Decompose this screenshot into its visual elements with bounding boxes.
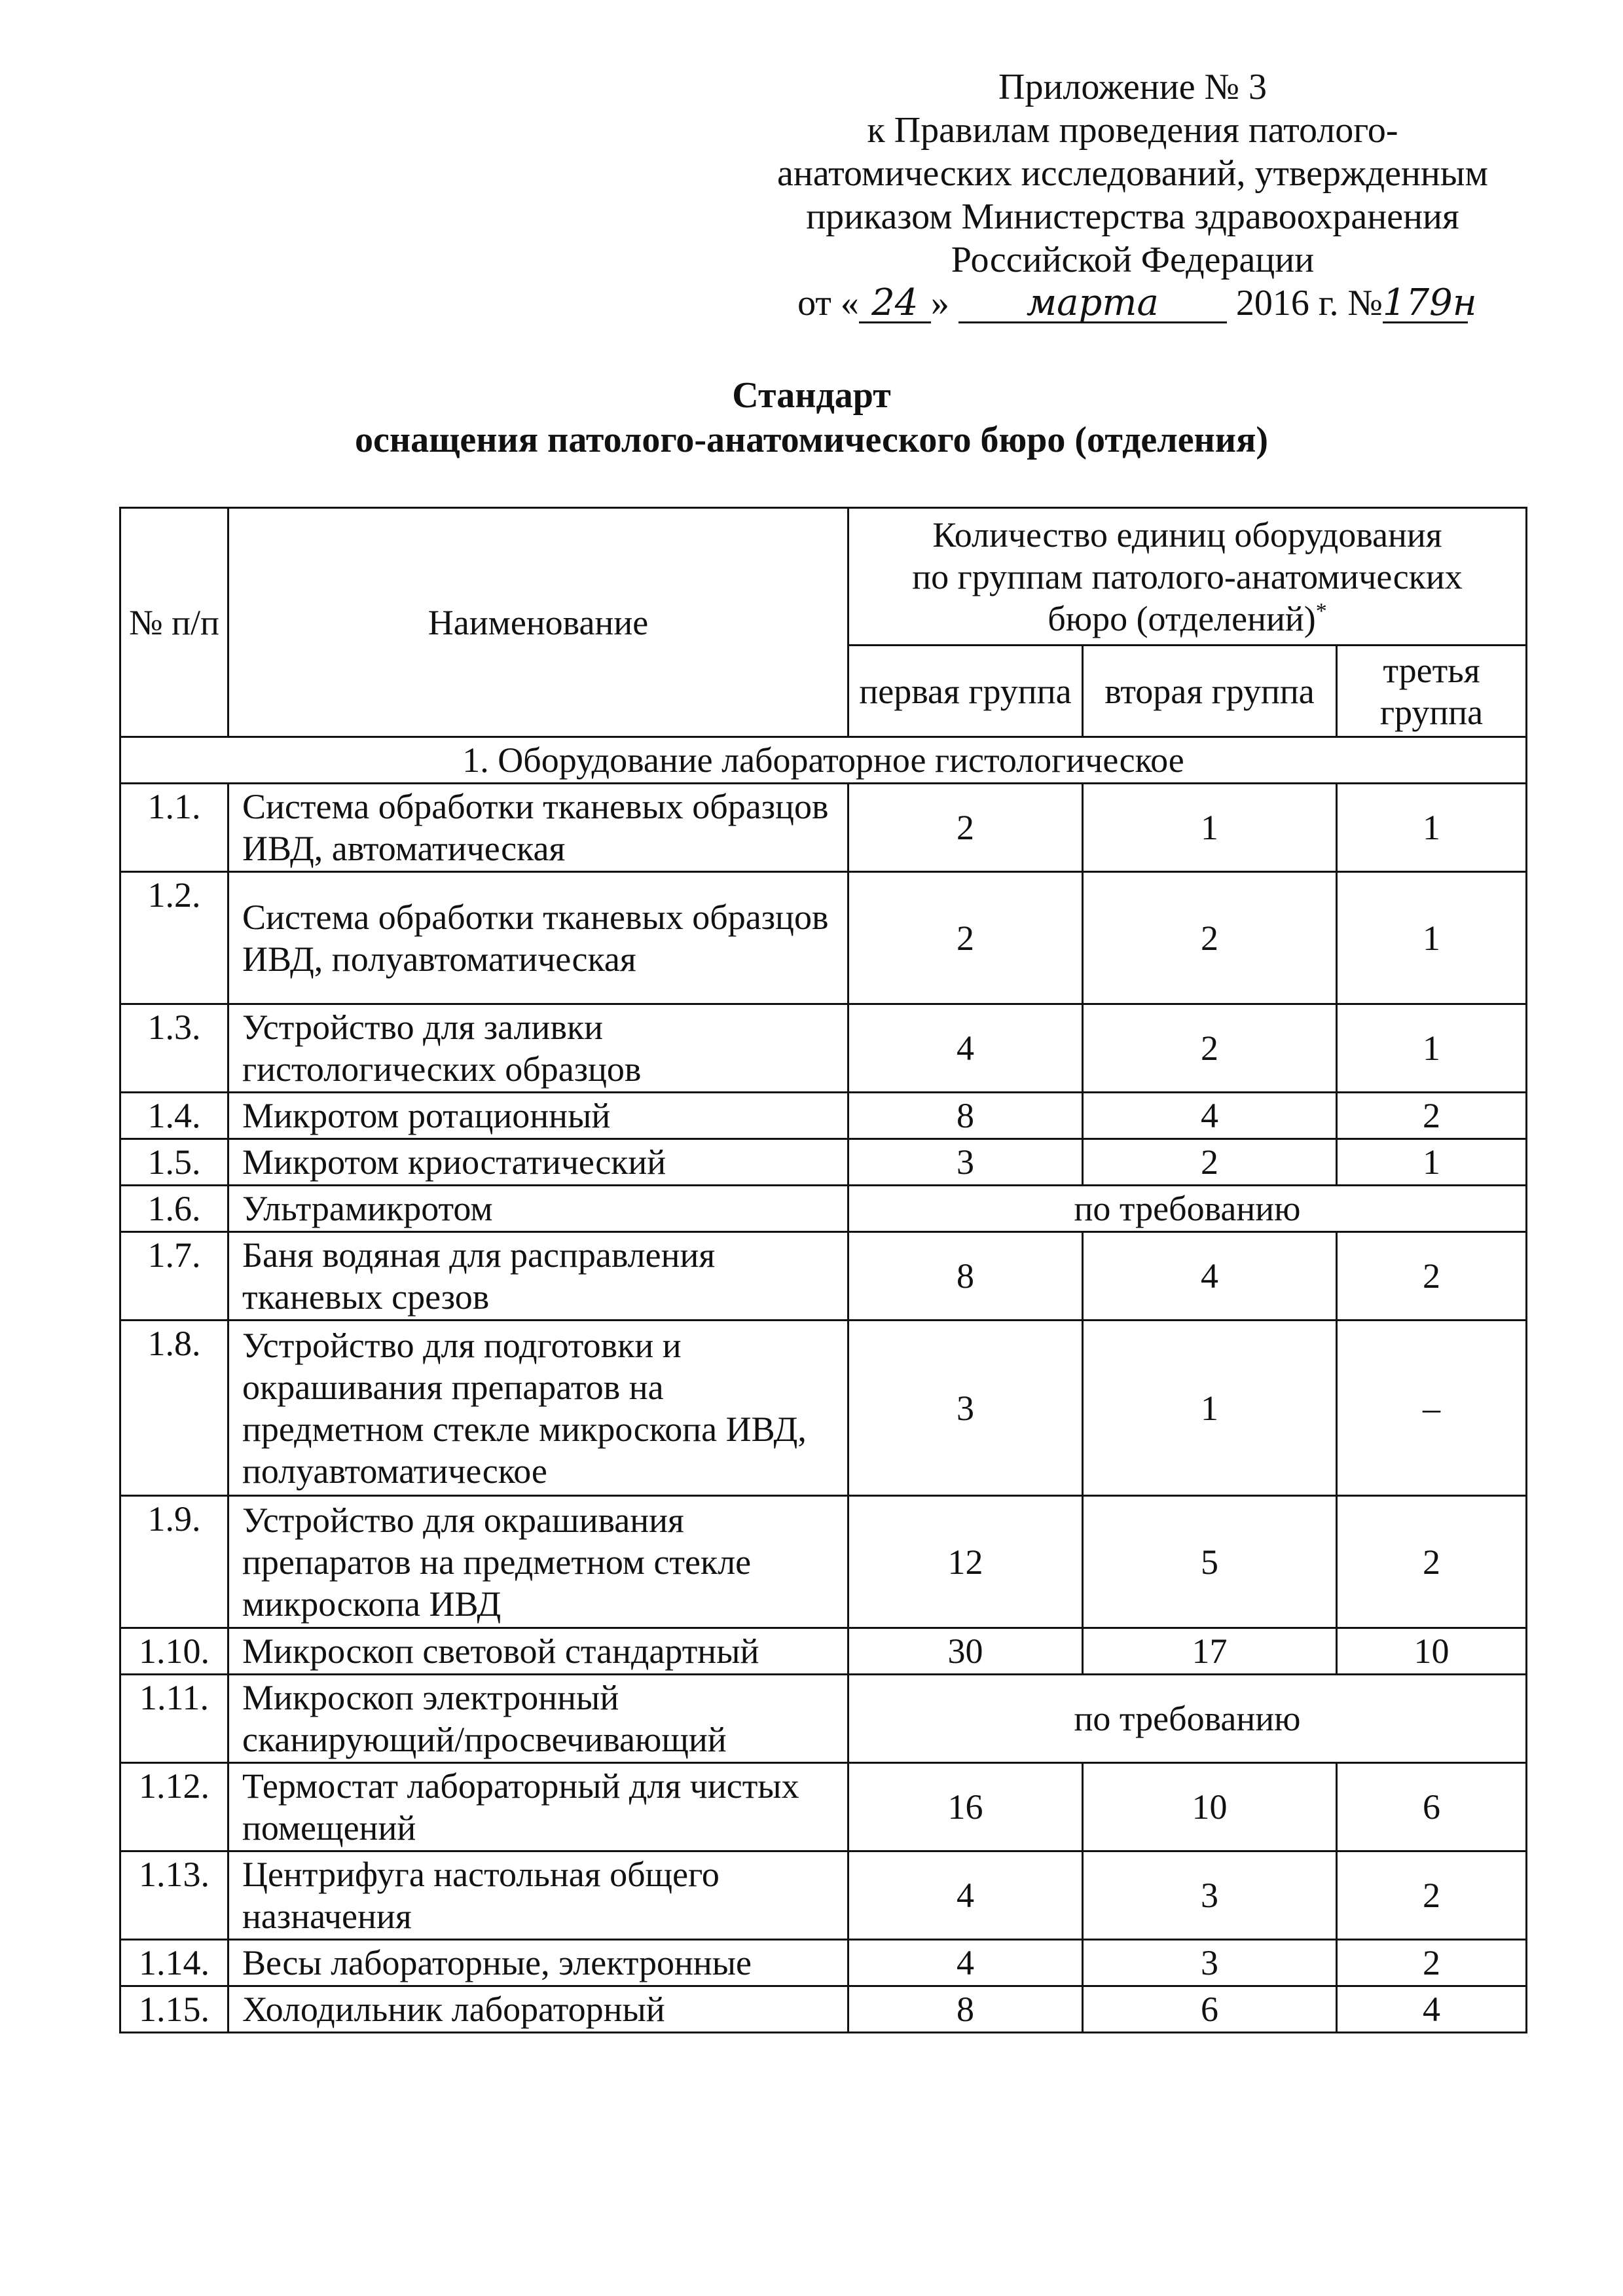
row-name: Ультрамикротом [228,1186,848,1232]
header-name: Наименование [228,508,848,737]
row-num: 1.3. [120,1004,228,1093]
row-num: 1.11. [120,1675,228,1763]
table-row [120,1186,1527,1232]
row-name: Микроскоп электронный сканирующий/просвечивающий [228,1675,848,1763]
row-group-1: 8 [848,1093,1083,1139]
row-num: 1.13. [120,1851,228,1940]
row-group-1: 12 [848,1496,1083,1628]
row-group-3: 2 [1337,1093,1527,1139]
row-num: 1.6. [120,1186,228,1232]
row-name: Холодильник лабораторный [228,1986,848,2033]
row-num: 1.12. [120,1763,228,1851]
row-name: Микротом криостатический [228,1139,848,1186]
header-group-2: вторая группа [1083,646,1337,737]
row-group-1: 3 [848,1321,1083,1496]
row-group-1: 16 [848,1763,1083,1851]
row-name: Термостат лабораторный для чистых помещений [228,1763,848,1851]
table-row [120,872,1527,1004]
row-group-1: 4 [848,1940,1083,1986]
handwritten-day: 24 [859,285,931,323]
appendix-title: Приложение № 3 [998,67,1267,107]
row-group-2: 3 [1083,1940,1337,1986]
row-num: 1.7. [120,1232,228,1321]
appendix-line: анатомических исследований, утвержденным [777,153,1488,194]
document-title [0,373,1623,462]
row-group-1: 3 [848,1139,1083,1186]
row-name: Система обработки тканевых образцов ИВД, автоматическая [228,784,848,872]
header-quantity-line: Количество единиц оборудования [932,515,1442,555]
order-date-line [740,282,1525,325]
row-name: Устройство для подготовки и окрашивания препаратов на предметном стекле микроскопа ИВД, полуавтоматическое [228,1321,848,1496]
header-group-1: первая группа [848,646,1083,737]
header-num: № п/п [120,508,228,737]
row-group-1: 2 [848,784,1083,872]
row-group-1: 4 [848,1851,1083,1940]
table-row [120,1851,1527,1940]
row-group-1: 2 [848,872,1083,1004]
title-line: Стандарт [732,375,891,416]
section-heading: 1. Оборудование лабораторное гистологическое [120,737,1527,784]
table-row [120,1004,1527,1093]
table-row [120,1628,1527,1675]
date-mid: » [930,283,949,323]
table-row [120,1321,1527,1496]
row-name: Весы лабораторные, электронные [228,1940,848,1986]
row-group-3: 6 [1337,1763,1527,1851]
appendix-header [740,65,1525,325]
row-name: Устройство для заливки гистологических образцов [228,1004,848,1093]
row-name: Микротом ротационный [228,1093,848,1139]
row-group-1: 8 [848,1232,1083,1321]
row-group-3: – [1337,1321,1527,1496]
row-on-demand: по требованию [848,1675,1527,1763]
handwritten-month: марта [958,285,1227,323]
row-group-2: 4 [1083,1232,1337,1321]
row-num: 1.15. [120,1986,228,2033]
row-group-2: 1 [1083,784,1337,872]
row-num: 1.9. [120,1496,228,1628]
header-quantity-line: бюро (отделений) [1048,598,1316,638]
row-num: 1.8. [120,1321,228,1496]
row-group-3: 2 [1337,1851,1527,1940]
row-group-2: 1 [1083,1321,1337,1496]
header-group-3: третья группа [1337,646,1527,737]
row-group-2: 17 [1083,1628,1337,1675]
row-group-2: 3 [1083,1851,1337,1940]
row-group-2: 6 [1083,1986,1337,2033]
row-group-3: 1 [1337,784,1527,872]
row-num: 1.1. [120,784,228,872]
table-row [120,1139,1527,1186]
table-row [120,1093,1527,1139]
row-num: 1.14. [120,1940,228,1986]
table-row [120,784,1527,872]
row-group-3: 4 [1337,1986,1527,2033]
appendix-line: к Правилам проведения патолого- [867,110,1398,151]
table-row [120,1232,1527,1321]
row-num: 1.2. [120,872,228,1004]
table-row [120,1940,1527,1986]
appendix-line: приказом Министерства здравоохранения [806,196,1459,237]
row-name: Центрифуга настольная общего назначения [228,1851,848,1940]
row-on-demand: по требованию [848,1186,1527,1232]
row-group-1: 30 [848,1628,1083,1675]
row-group-3: 1 [1337,1004,1527,1093]
header-quantity-line: по группам патолого-анатомических [912,556,1463,596]
row-group-2: 2 [1083,872,1337,1004]
row-group-1: 4 [848,1004,1083,1093]
row-group-3: 2 [1337,1496,1527,1628]
row-name: Баня водяная для расправления тканевых срезов [228,1232,848,1321]
row-group-2: 5 [1083,1496,1337,1628]
row-group-3: 2 [1337,1940,1527,1986]
row-group-2: 4 [1083,1093,1337,1139]
row-name: Система обработки тканевых образцов ИВД, полуавтоматическая [228,872,848,1004]
table-row [120,1675,1527,1763]
date-year: 2016 г. № [1235,283,1383,323]
row-group-1: 8 [848,1986,1083,2033]
header-quantity [848,508,1527,646]
row-group-3: 10 [1337,1628,1527,1675]
subtitle-line: оснащения патолого-анатомического бюро (отделения) [354,420,1269,460]
row-group-3: 1 [1337,872,1527,1004]
row-group-2: 2 [1083,1139,1337,1186]
row-group-2: 10 [1083,1763,1337,1851]
appendix-line: Российской Федерации [951,240,1315,280]
handwritten-order-number: 179н [1382,282,1477,324]
table-row [120,1496,1527,1628]
row-group-2: 2 [1083,1004,1337,1093]
table-row [120,1763,1527,1851]
row-num: 1.4. [120,1093,228,1139]
row-name: Микроскоп световой стандартный [228,1628,848,1675]
row-group-3: 2 [1337,1232,1527,1321]
row-group-3: 1 [1337,1139,1527,1186]
table-row [120,1986,1527,2033]
row-num: 1.5. [120,1139,228,1186]
row-num: 1.10. [120,1628,228,1675]
equipment-table [119,507,1527,2033]
row-name: Устройство для окрашивания препаратов на предметном стекле микроскопа ИВД [228,1496,848,1628]
date-prefix: от « [797,283,859,323]
footnote-mark: * [1315,598,1327,623]
